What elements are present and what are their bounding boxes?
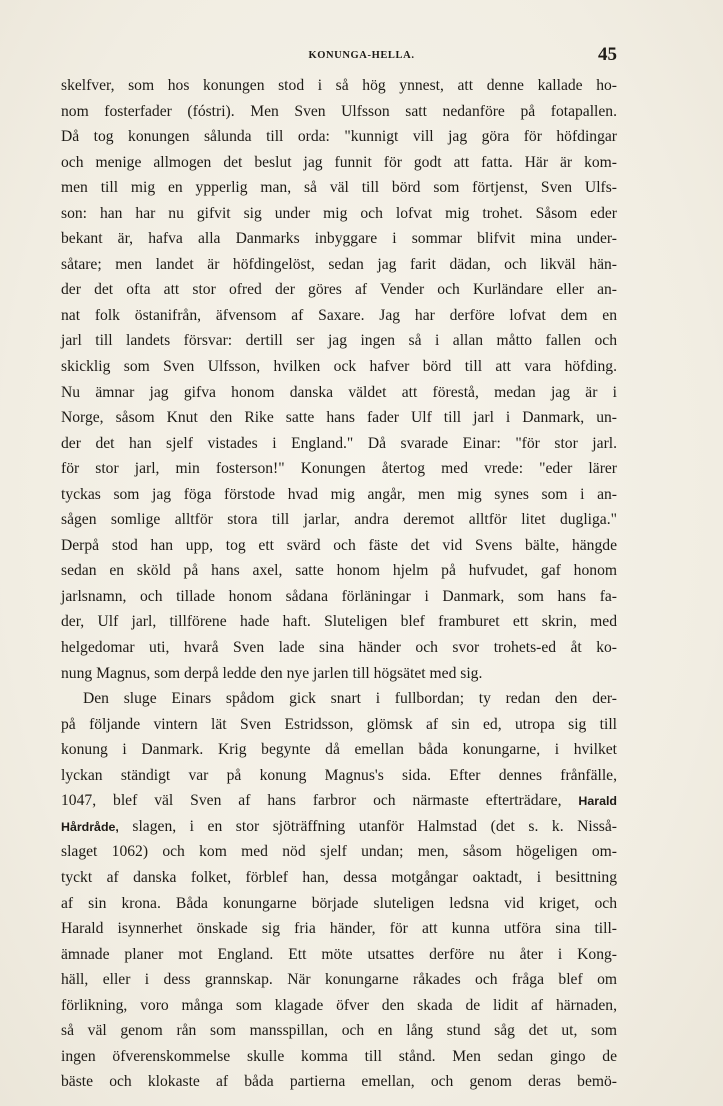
inline-name-hardrade: Hårdråde, bbox=[61, 819, 119, 834]
text-line: ingen öfverenskommelse skulle komma till stånd. Men sedan gingo de bbox=[61, 1047, 617, 1065]
running-title: KONUNGA-HELLA. bbox=[308, 50, 415, 61]
text-line: såtare; men landet är höfdingelöst, sedan jag farit dädan, och likväl hän- bbox=[61, 255, 617, 273]
text-line: konung i Danmark. Krig begynte då emellan båda konungarne, i hvilket bbox=[61, 741, 617, 759]
running-head bbox=[0, 44, 723, 72]
body-text bbox=[61, 73, 617, 1095]
text-fragment: 1047, blef väl Sven af hans farbror och närmaste efterträdare, bbox=[61, 792, 562, 810]
text-line: bäste och klokaste af båda partierna emellan, och genom deras bemö- bbox=[61, 1073, 617, 1091]
text-line-paragraph-end: nung Magnus, som derpå ledde den nye jarlen till högsätet med sig. bbox=[61, 664, 483, 682]
text-line: skicklig som Sven Ulfsson, hvilken ock hafver börd till att vara höfding. bbox=[61, 358, 617, 376]
text-line: Derpå stod han upp, tog ett svärd och fäste det vid Svens bälte, hängde bbox=[61, 536, 617, 554]
text-line: lyckan ständigt var på konung Magnus's sida. Efter dennes frånfälle, bbox=[61, 766, 617, 784]
text-line: slaget 1062) och kom med nöd sjelf undan; men, såsom högeligen om- bbox=[61, 843, 617, 861]
text-line: förlikning, voro många som klagade öfver den skada de lidit af härnaden, bbox=[61, 996, 617, 1014]
text-line: och menige allmogen det beslut jag funnit för godt att fatta. Här är kom- bbox=[61, 153, 617, 171]
text-line: sågen somlige alltför stora till jarlar, andra deremot alltför litet dugliga." bbox=[61, 511, 617, 529]
text-line: der, Ulf jarl, tillförene hade haft. Sluteligen blef framburet ett skrin, med bbox=[61, 613, 617, 631]
text-line: häll, eller i dess grannskap. När konungarne råkades och fråga blef om bbox=[61, 971, 617, 989]
text-line: Norge, såsom Knut den Rike satte hans fader Ulf till jarl i Danmark, un- bbox=[61, 409, 617, 427]
text-line-with-name bbox=[61, 814, 617, 840]
text-line: der det ofta att stor ofred der göres af Vender och Kurländare eller an- bbox=[61, 281, 617, 299]
text-line: så väl genom rån som mansspillan, och en lång stund såg det ut, som bbox=[61, 1022, 617, 1040]
text-line: jarlsnamn, och tillade honom sådana förläningar i Danmark, som hans fa- bbox=[61, 587, 617, 605]
text-line: ämnade planer mot England. Ett möte utsattes derföre nu åter i Kong- bbox=[61, 945, 617, 963]
text-fragment: slagen, i en stor sjöträffning utanför Halmstad (det s. k. Nisså- bbox=[132, 817, 617, 835]
text-line: på följande vintern lät Sven Estridsson, glömsk af sin ed, utropa sig till bbox=[61, 715, 617, 733]
text-line: bekant är, hafva alla Danmarks inbyggare i sommar blifvit mina under- bbox=[61, 230, 617, 248]
text-line: jarl till landets försvar: dertill ser jag ingen så i allan måtto fallen och bbox=[61, 332, 617, 350]
text-line: tyckt af danska folket, förblef han, dessa motgångar oaktadt, i besittning bbox=[61, 868, 617, 886]
text-line: nom fosterfader (fóstri). Men Sven Ulfsson satt nedanföre på fotapallen. bbox=[61, 102, 617, 120]
text-line: nat folk östanifrån, äfvensom af Saxare. Jag har derföre lofvat dem en bbox=[61, 306, 617, 324]
text-line-paragraph-start: Den sluge Einars spådom gick snart i fullbordan; ty redan den der- bbox=[83, 690, 617, 708]
text-line: tyckas som jag föga förstode hvad mig angår, men mig synes som i an- bbox=[61, 485, 617, 503]
text-line: Då tog konungen sålunda till orda: "kunnigt vill jag göra för höfdingar bbox=[61, 128, 617, 146]
text-line: sedan en sköld på hans axel, satte honom hjelm på hufvudet, gaf honom bbox=[61, 562, 617, 580]
text-line: der det han sjelf vistades i England." Då svarade Einar: "för stor jarl. bbox=[61, 434, 617, 452]
text-line: för stor jarl, min fosterson!" Konungen återtog med vrede: "eder lärer bbox=[61, 460, 617, 478]
inline-name-harald: Harald bbox=[578, 794, 617, 809]
text-line: af sin krona. Båda konungarne började sluteligen ledsna vid kriget, och bbox=[61, 894, 617, 912]
text-line: Nu ämnar jag gifva honom danska väldet att förestå, medan jag är i bbox=[61, 383, 617, 401]
text-line: skelfver, som hos konungen stod i så hög ynnest, att denne kallade ho- bbox=[61, 77, 617, 94]
text-line: helgedomar uti, hvarå Sven lade sina händer och svor trohets-ed åt ko- bbox=[61, 639, 617, 657]
text-line: Harald isynnerhet önskade sig fria händer, för att kunna utföra sina till- bbox=[61, 920, 617, 938]
text-line-with-name bbox=[61, 788, 617, 814]
text-line: son: han har nu gifvit sig under mig och lofvat mig trohet. Såsom eder bbox=[61, 204, 617, 222]
text-line: men till mig en ypperlig man, så väl till börd som förtjenst, Sven Ulfs- bbox=[61, 179, 617, 197]
page-number: 45 bbox=[598, 44, 617, 65]
